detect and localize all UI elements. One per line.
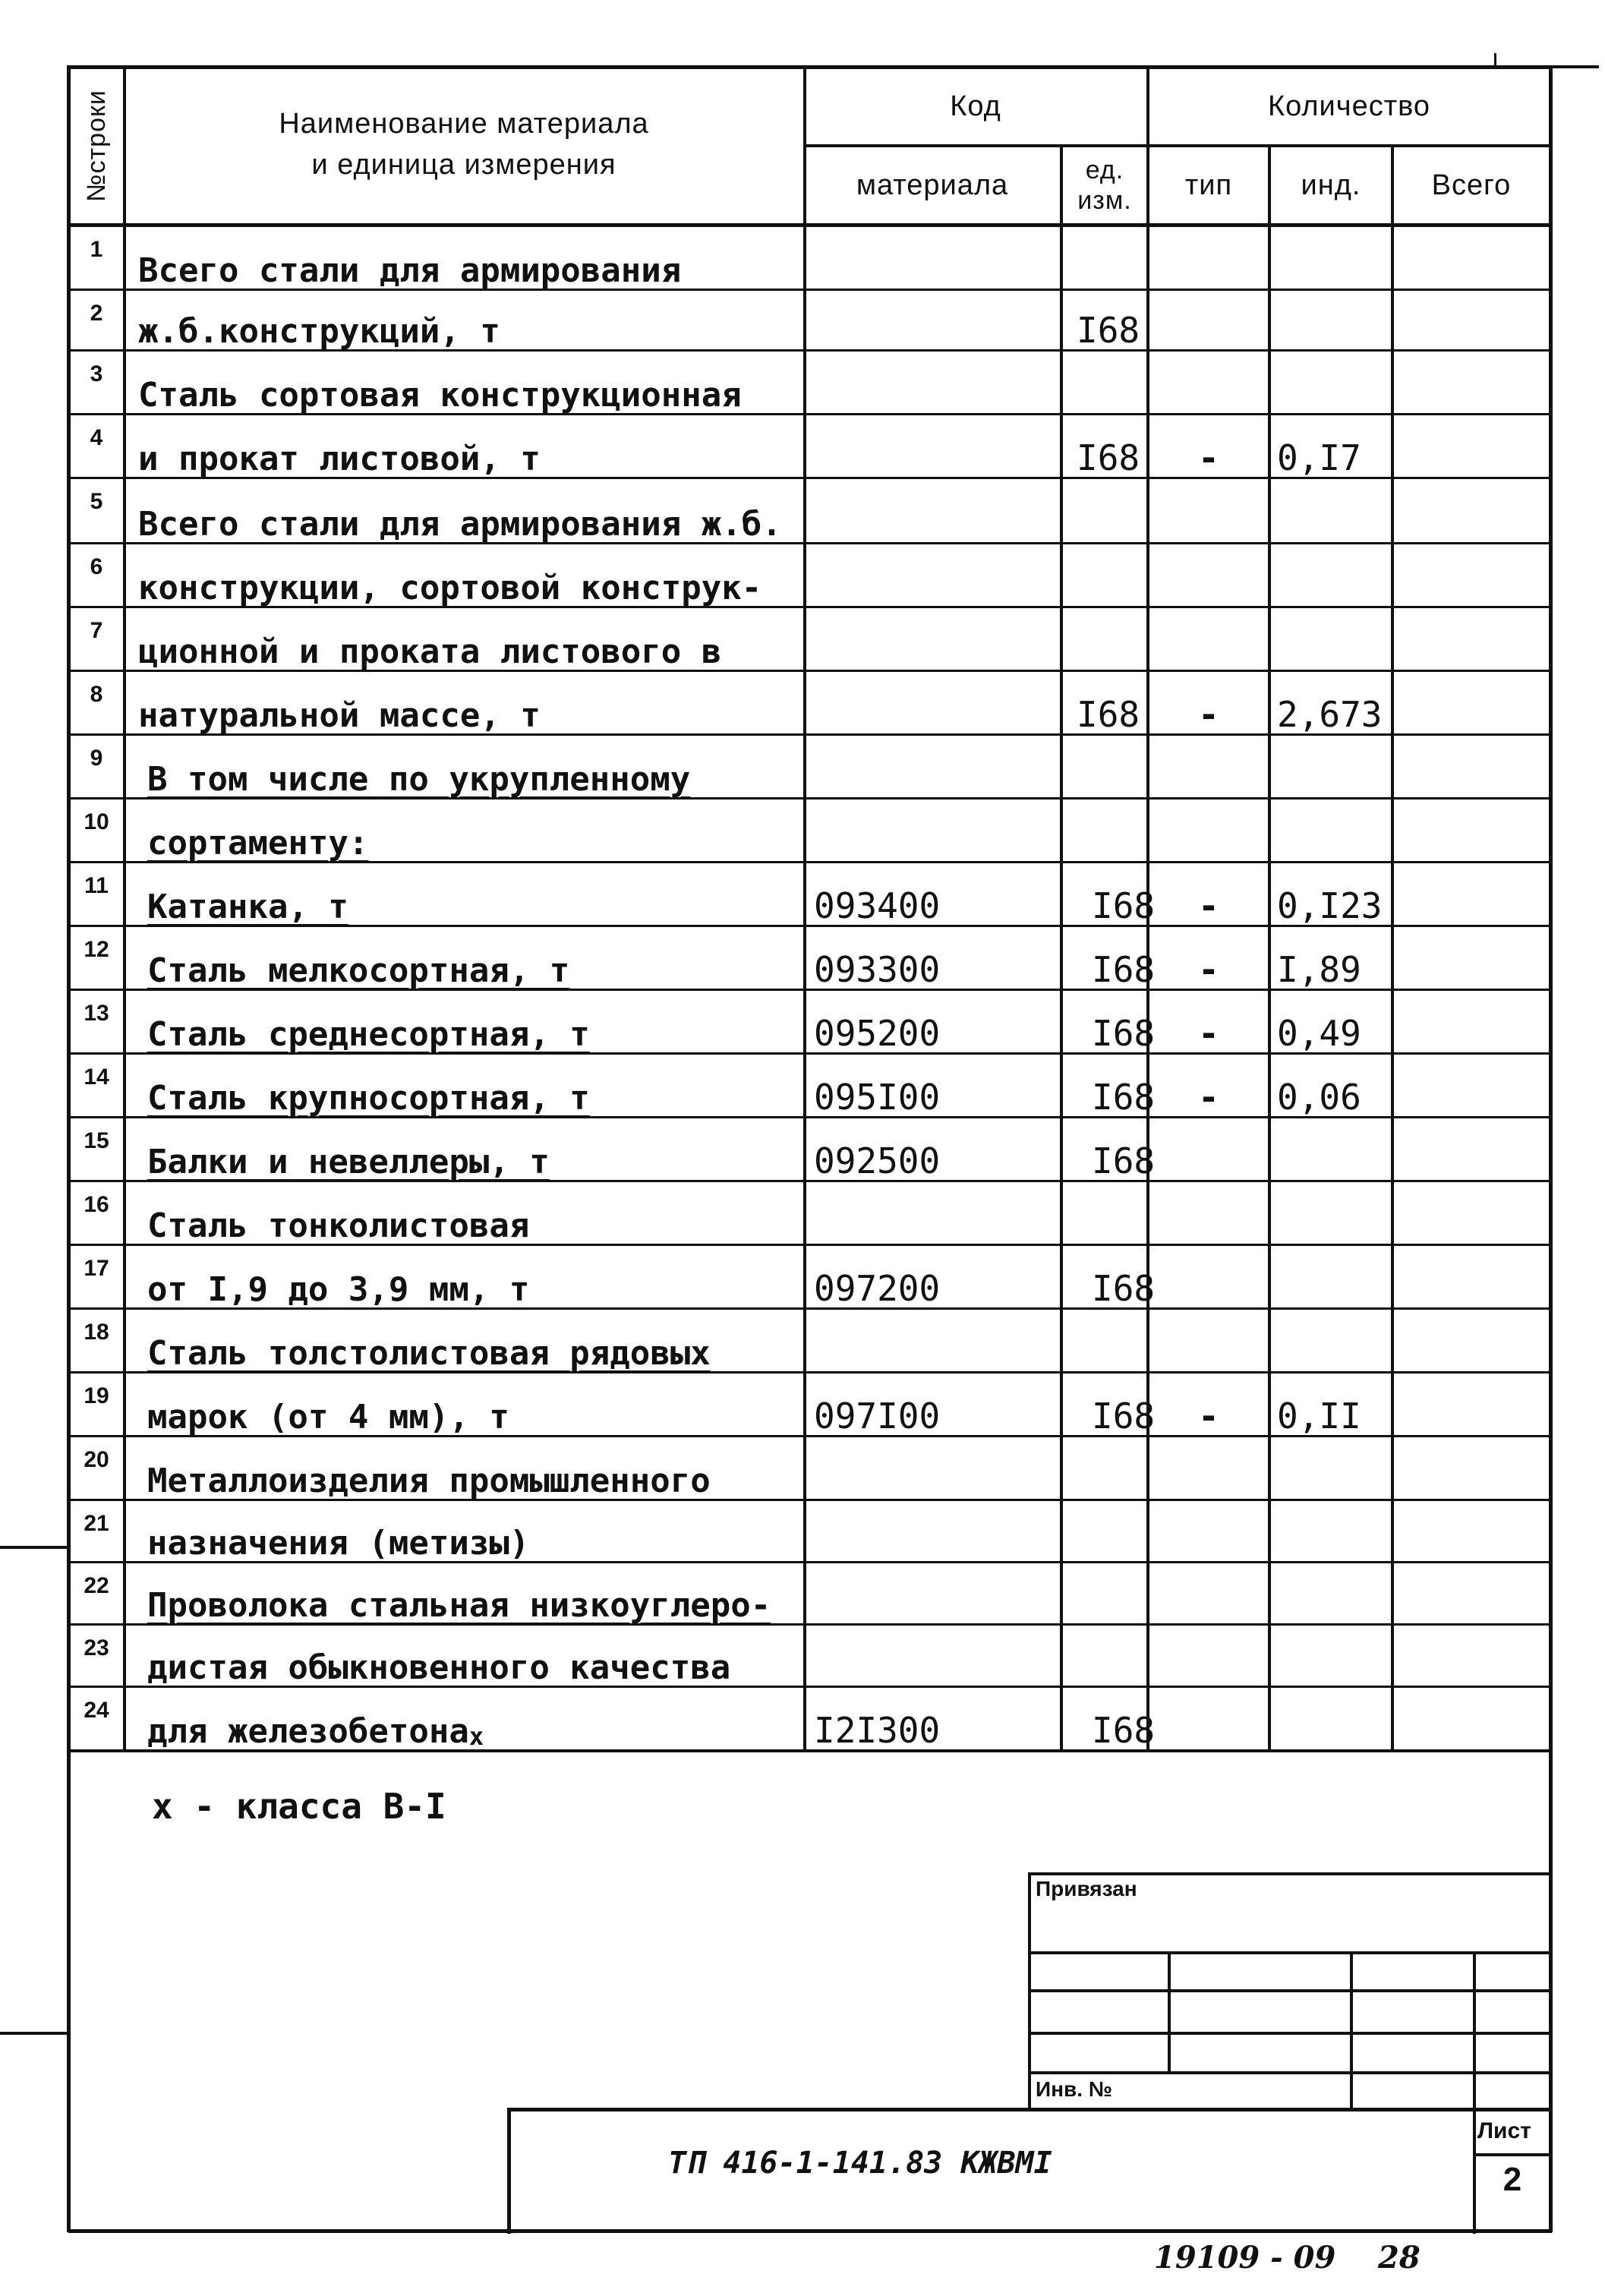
material-name-cell: ционной и проката листового в bbox=[138, 632, 722, 671]
quantity-ind-cell bbox=[1271, 351, 1397, 418]
quantity-total-cell bbox=[1394, 1500, 1555, 1566]
header-quantity-total: Всего bbox=[1431, 169, 1512, 201]
row-number-cell: 20 bbox=[84, 1447, 109, 1472]
unit-code-cell bbox=[1063, 607, 1160, 674]
material-code-cell: I2I300 bbox=[814, 1710, 941, 1751]
material-name-cell: Сталь сортовая конструкционная bbox=[138, 376, 742, 415]
material-code-cell bbox=[806, 1625, 1066, 1690]
quantity-type-cell bbox=[1149, 1625, 1268, 1690]
row-number-cell: 14 bbox=[84, 1064, 109, 1090]
material-name-cell: Сталь крупносортная, т bbox=[147, 1079, 590, 1118]
row-number-cell: 23 bbox=[84, 1635, 109, 1660]
material-code-cell bbox=[806, 415, 1066, 481]
material-name-cell: назначения (метизы) bbox=[147, 1524, 530, 1563]
stamp-sheet-label: Лист bbox=[1477, 2118, 1531, 2143]
quantity-type-cell: - bbox=[1198, 1013, 1219, 1054]
row-number-cell: 18 bbox=[84, 1320, 109, 1345]
quantity-type-cell: - bbox=[1198, 1077, 1219, 1118]
material-name-cell: Всего стали для армирования ж.б. bbox=[138, 505, 782, 544]
quantity-ind-cell bbox=[1271, 1437, 1397, 1503]
quantity-total-cell bbox=[1394, 1373, 1555, 1440]
material-name-cell: и прокат листовой, т bbox=[138, 440, 541, 478]
quantity-type-cell bbox=[1149, 478, 1268, 547]
material-code-cell bbox=[806, 1437, 1066, 1503]
quantity-total-cell bbox=[1394, 1437, 1555, 1503]
material-code-cell: 093300 bbox=[814, 949, 941, 990]
header-code-group: Код bbox=[950, 90, 1001, 122]
quantity-total-cell bbox=[1394, 607, 1555, 674]
row-number-cell: 24 bbox=[84, 1698, 109, 1723]
quantity-type-cell bbox=[1149, 607, 1268, 674]
header-quantity-group: Количество bbox=[1267, 90, 1431, 122]
header-material-name-text: Наименование материала и единица измерения bbox=[279, 108, 649, 181]
quantity-ind-cell bbox=[1271, 799, 1397, 866]
material-code-cell bbox=[806, 226, 1066, 293]
quantity-type-cell bbox=[1149, 1437, 1268, 1503]
material-name-cell: Сталь толстолистовая рядовых bbox=[147, 1334, 711, 1373]
material-name-text: для железобетона bbox=[147, 1712, 469, 1751]
quantity-type-cell: - bbox=[1198, 885, 1219, 926]
row-number-cell: 15 bbox=[84, 1128, 109, 1153]
header-code-unit bbox=[1063, 147, 1146, 223]
material-code-cell bbox=[806, 671, 1066, 738]
unit-code-cell: I68 bbox=[1077, 437, 1140, 478]
row-number-cell: 19 bbox=[84, 1383, 109, 1408]
unit-code-cell: I68 bbox=[1092, 1396, 1156, 1437]
material-name-cell: Катанка, т bbox=[147, 888, 348, 926]
row-number-cell: 2 bbox=[90, 301, 103, 326]
material-code-cell: 092500 bbox=[814, 1140, 941, 1181]
quantity-type-cell: - bbox=[1198, 949, 1219, 990]
unit-code-cell bbox=[1063, 226, 1160, 293]
quantity-type-cell bbox=[1149, 799, 1268, 866]
row-number-cell: 21 bbox=[84, 1511, 109, 1536]
quantity-type-cell bbox=[1149, 544, 1268, 610]
unit-code-cell: I68 bbox=[1092, 885, 1156, 926]
row-number-cell: 3 bbox=[90, 361, 103, 386]
material-code-cell: 095200 bbox=[814, 1013, 941, 1054]
quantity-ind-cell bbox=[1271, 1500, 1397, 1566]
material-name-cell: дистая обыкновенного качества bbox=[147, 1648, 731, 1687]
quantity-total-cell bbox=[1394, 1181, 1555, 1248]
quantity-total-cell bbox=[1394, 226, 1555, 293]
quantity-type-cell: - bbox=[1198, 694, 1219, 735]
quantity-total-cell bbox=[1394, 1309, 1555, 1376]
row-number-cell: 11 bbox=[84, 873, 109, 898]
row-number-cell: 9 bbox=[90, 746, 103, 771]
row-number-cell: 6 bbox=[90, 554, 103, 579]
footnote: x - класса В-I bbox=[152, 1786, 446, 1827]
quantity-ind-cell: 0,06 bbox=[1277, 1077, 1361, 1118]
row-number-cell: 1 bbox=[90, 237, 103, 262]
quantity-ind-cell bbox=[1271, 1309, 1397, 1376]
quantity-total-cell bbox=[1394, 1118, 1555, 1184]
material-name-cell: натуральной массе, т bbox=[138, 696, 541, 735]
row-number-cell: 10 bbox=[84, 809, 109, 834]
header-row-number-text: №строки bbox=[82, 90, 112, 202]
quantity-ind-cell bbox=[1271, 478, 1397, 547]
quantity-type-cell bbox=[1149, 1563, 1268, 1628]
quantity-total-cell bbox=[1394, 863, 1555, 929]
material-code-cell: 093400 bbox=[814, 885, 941, 926]
quantity-type-cell: - bbox=[1198, 437, 1219, 478]
quantity-total-cell bbox=[1394, 1563, 1555, 1628]
header-code-material: материала bbox=[856, 169, 1009, 201]
quantity-type-cell bbox=[1149, 290, 1268, 354]
unit-code-cell: I68 bbox=[1077, 310, 1140, 351]
quantity-total-cell bbox=[1394, 1245, 1555, 1312]
material-code-cell bbox=[806, 351, 1066, 418]
material-code-cell bbox=[806, 1500, 1066, 1566]
unit-code-cell bbox=[1063, 544, 1160, 610]
header-quantity-type: тип bbox=[1184, 169, 1233, 201]
unit-code-cell: I68 bbox=[1092, 949, 1156, 990]
material-name-cell: Металлоизделия промышленного bbox=[147, 1462, 711, 1500]
quantity-type-cell bbox=[1149, 1309, 1268, 1376]
quantity-ind-cell bbox=[1271, 226, 1397, 293]
material-code-cell: 095I00 bbox=[814, 1077, 941, 1118]
material-name-cell: от I,9 до 3,9 мм, т bbox=[147, 1270, 530, 1309]
row-number-cell: 12 bbox=[84, 937, 109, 962]
material-code-cell bbox=[806, 735, 1066, 802]
quantity-ind-cell bbox=[1271, 607, 1397, 674]
material-name-cell: Сталь мелкосортная, т bbox=[147, 951, 570, 990]
quantity-ind-cell bbox=[1271, 735, 1397, 802]
quantity-ind-cell: 0,II bbox=[1277, 1396, 1361, 1437]
quantity-total-cell bbox=[1394, 478, 1555, 547]
material-name-cell: В том числе по укрупленному bbox=[147, 760, 691, 799]
stamp-inv-no-label: Инв. № bbox=[1036, 2077, 1113, 2101]
quantity-ind-cell bbox=[1271, 1245, 1397, 1312]
row-number-cell: 16 bbox=[84, 1192, 109, 1217]
material-name-cell: конструкции, сортовой конструк- bbox=[138, 569, 762, 607]
material-name-cell: Балки и невеллеры, т bbox=[147, 1143, 550, 1181]
footnote-mark: x bbox=[468, 1722, 484, 1751]
row-number-cell: 8 bbox=[90, 682, 103, 707]
quantity-type-cell bbox=[1149, 1118, 1268, 1184]
header-material-name bbox=[126, 84, 802, 205]
bottom-handwritten-note: 19109 - 09 28 bbox=[1154, 2240, 1421, 2276]
unit-code-cell bbox=[1063, 478, 1160, 547]
quantity-ind-cell bbox=[1271, 1687, 1397, 1754]
material-code-cell bbox=[806, 1181, 1066, 1248]
quantity-type-cell bbox=[1149, 1245, 1268, 1312]
quantity-ind-cell: 2,673 bbox=[1277, 694, 1383, 735]
quantity-ind-cell bbox=[1271, 544, 1397, 610]
quantity-total-cell bbox=[1394, 544, 1555, 610]
unit-code-cell: I68 bbox=[1092, 1268, 1156, 1309]
material-name-cell: Сталь тонколистовая bbox=[147, 1206, 530, 1245]
unit-code-cell bbox=[1063, 351, 1160, 418]
stamp-sheet-number: 2 bbox=[1503, 2161, 1522, 2198]
quantity-ind-cell bbox=[1271, 1118, 1397, 1184]
material-code-cell bbox=[806, 544, 1066, 610]
material-code-cell: 097I00 bbox=[814, 1396, 941, 1437]
quantity-type-cell bbox=[1149, 351, 1268, 418]
quantity-type-cell bbox=[1149, 735, 1268, 802]
material-code-cell bbox=[806, 1309, 1066, 1376]
quantity-total-cell bbox=[1394, 1054, 1555, 1121]
unit-code-cell: I68 bbox=[1092, 1077, 1156, 1118]
quantity-total-cell bbox=[1394, 351, 1555, 418]
quantity-ind-cell bbox=[1271, 1625, 1397, 1690]
quantity-total-cell bbox=[1394, 415, 1555, 481]
row-number-cell: 7 bbox=[90, 618, 103, 643]
material-name-cell: ж.б.конструкций, т bbox=[138, 312, 500, 351]
quantity-ind-cell bbox=[1271, 290, 1397, 354]
unit-code-cell: I68 bbox=[1092, 1013, 1156, 1054]
row-number-cell: 5 bbox=[90, 489, 103, 514]
unit-code-cell: I68 bbox=[1092, 1140, 1156, 1181]
quantity-total-cell bbox=[1394, 799, 1555, 866]
quantity-type-cell bbox=[1149, 1687, 1268, 1754]
unit-code-cell bbox=[1063, 799, 1160, 866]
quantity-type-cell: - bbox=[1198, 1396, 1219, 1437]
quantity-total-cell bbox=[1394, 1687, 1555, 1754]
quantity-total-cell bbox=[1394, 735, 1555, 802]
header-quantity-ind: инд. bbox=[1301, 169, 1361, 201]
quantity-total-cell bbox=[1394, 290, 1555, 354]
unit-code-cell bbox=[1063, 735, 1160, 802]
stamp-bound-label: Привязан bbox=[1036, 1877, 1137, 1900]
quantity-total-cell bbox=[1394, 671, 1555, 738]
material-name-cell: сортаменту: bbox=[147, 824, 369, 863]
quantity-total-cell bbox=[1394, 990, 1555, 1057]
quantity-ind-cell bbox=[1271, 1563, 1397, 1628]
unit-code-cell: I68 bbox=[1077, 694, 1140, 735]
row-number-cell: 4 bbox=[90, 425, 103, 450]
row-number-cell: 13 bbox=[84, 1001, 109, 1026]
material-code-cell bbox=[806, 478, 1066, 547]
material-code-cell: 097200 bbox=[814, 1268, 941, 1309]
row-number-cell: 17 bbox=[84, 1256, 109, 1281]
material-code-cell bbox=[806, 1563, 1066, 1628]
quantity-ind-cell: 0,I23 bbox=[1277, 885, 1383, 926]
quantity-type-cell bbox=[1149, 226, 1268, 293]
material-name-cell: Всего стали для армирования bbox=[138, 251, 682, 290]
stamp-document-code: ТП 416-1-141.83 КЖВМI bbox=[668, 2146, 1052, 2181]
quantity-ind-cell: 0,I7 bbox=[1277, 437, 1361, 478]
row-number-cell: 22 bbox=[84, 1573, 109, 1598]
quantity-total-cell bbox=[1394, 1625, 1555, 1690]
quantity-type-cell bbox=[1149, 1500, 1268, 1566]
material-code-cell bbox=[806, 290, 1066, 354]
quantity-ind-cell: 0,49 bbox=[1277, 1013, 1361, 1054]
header-code-unit-text: ед. изм. bbox=[1077, 156, 1132, 215]
quantity-ind-cell: I,89 bbox=[1277, 949, 1361, 990]
quantity-total-cell bbox=[1394, 926, 1555, 993]
quantity-ind-cell bbox=[1271, 1181, 1397, 1248]
material-name-cell: марок (от 4 мм), т bbox=[147, 1398, 509, 1437]
material-name-cell: Сталь среднесортная, т bbox=[147, 1015, 590, 1054]
material-name-cell: Проволока стальная низкоуглеро- bbox=[147, 1586, 771, 1625]
header-row-number bbox=[70, 68, 123, 223]
unit-code-cell: I68 bbox=[1092, 1710, 1156, 1751]
material-code-cell bbox=[806, 607, 1066, 674]
material-name-cell bbox=[126, 1687, 823, 1755]
quantity-type-cell bbox=[1149, 1181, 1268, 1248]
material-code-cell bbox=[806, 799, 1066, 866]
